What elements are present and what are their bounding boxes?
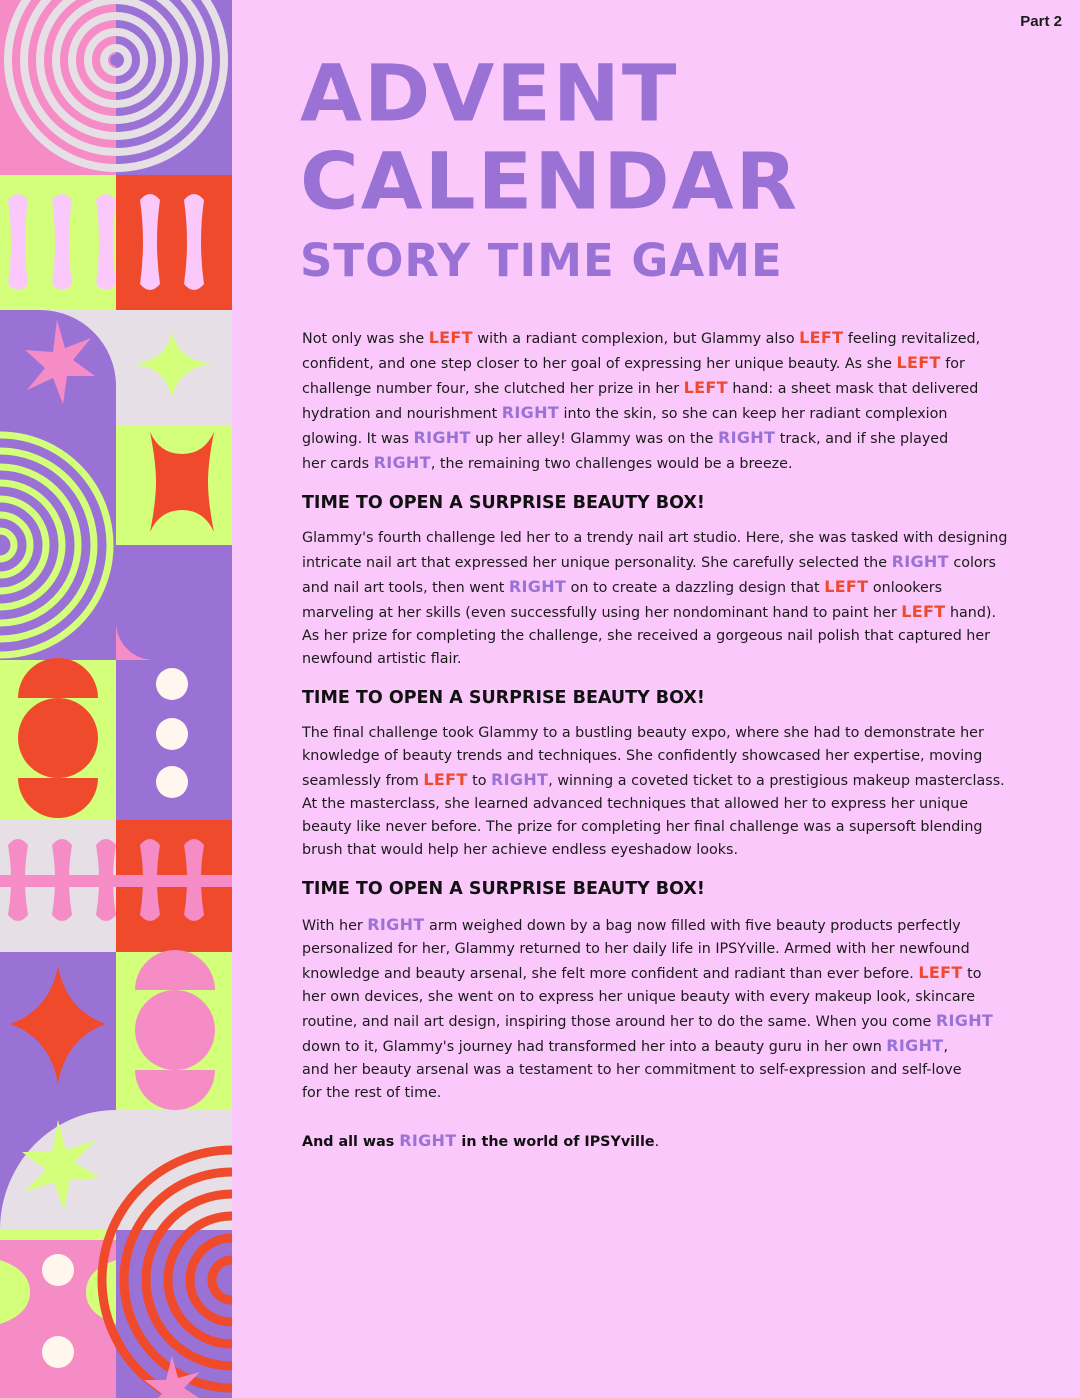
story-text: intricate nail art that expressed her unique personality. She carefully selected the xyxy=(302,555,892,571)
keyword-left: LEFT xyxy=(901,602,946,621)
keyword-right: RIGHT xyxy=(373,453,431,472)
story-text: knowledge of beauty trends and techniques. She confidently showcased her expertise, moving xyxy=(302,748,983,764)
keyword-right: RIGHT xyxy=(717,428,776,447)
keyword-right: RIGHT xyxy=(935,1011,994,1030)
story-text: into the skin, so she can keep her radiant complexion xyxy=(559,406,948,422)
closing-line xyxy=(302,1129,1022,1154)
keyword-right: RIGHT xyxy=(491,770,549,789)
page-subtitle: STORY TIME GAME xyxy=(300,234,783,287)
title-line-2: CALENDAR xyxy=(300,135,800,228)
story-text: At the masterclass, she learned advanced techniques that allowed her to express her unique xyxy=(302,796,969,812)
closing-period: . xyxy=(654,1134,660,1150)
keyword-left: LEFT xyxy=(824,577,869,596)
story-text: Glammy's fourth challenge led her to a trendy nail art studio. Here, she was tasked with designing xyxy=(302,530,1008,546)
story-text: , the remaining two challenges would be a breeze. xyxy=(430,456,793,472)
part-label: Part 2 xyxy=(1020,13,1062,30)
keyword-right: RIGHT xyxy=(399,1131,457,1150)
story-text: marveling at her skills (even successfully using her nondominant hand to paint her xyxy=(302,605,902,621)
story-text: on to create a dazzling design that xyxy=(566,580,825,596)
story-paragraph xyxy=(302,527,1022,671)
keyword-right: RIGHT xyxy=(508,577,567,596)
story-text: her own devices, she went on to express her unique beauty with every makeup look, skincare xyxy=(302,989,975,1005)
story-text: beauty like never before. The prize for completing her final challenge was a supersoft blending xyxy=(302,819,983,835)
story-text: hand: a sheet mask that delivered xyxy=(727,381,979,397)
closing-text: in the world of IPSYville xyxy=(456,1134,655,1150)
story-text: and her beauty arsenal was a testament to her commitment to self-expression and self-love xyxy=(302,1062,962,1078)
keyword-right: RIGHT xyxy=(891,552,949,571)
story-text: Not only was she xyxy=(302,331,429,347)
keyword-left: LEFT xyxy=(918,963,963,982)
story-text: newfound artistic flair. xyxy=(302,651,462,667)
story-text: for the rest of time. xyxy=(302,1085,442,1101)
story-text: and nail art tools, then went xyxy=(302,580,509,596)
keyword-right: RIGHT xyxy=(413,428,471,447)
story-text: With her xyxy=(302,918,368,934)
story-text: confident, and one step closer to her goal of expressing her unique beauty. As she xyxy=(302,356,897,372)
keyword-left: LEFT xyxy=(428,328,473,347)
decorative-pattern-column xyxy=(0,0,232,1398)
story-text: for xyxy=(940,356,965,372)
story-text: with a radiant complexion, but Glammy also xyxy=(472,331,800,347)
story-text: knowledge and beauty arsenal, she felt more confident and radiant than ever before. xyxy=(302,966,919,982)
story-text: to xyxy=(467,773,492,789)
story-text: colors xyxy=(948,555,996,571)
title-line-1: ADVENT xyxy=(300,47,679,140)
story-text: feeling revitalized, xyxy=(843,331,981,347)
section-heading: TIME TO OPEN A SURPRISE BEAUTY BOX! xyxy=(302,688,705,708)
story-content xyxy=(302,326,1022,1154)
closing-text: And all was xyxy=(302,1134,400,1150)
keyword-left: LEFT xyxy=(423,770,468,789)
story-text: , xyxy=(943,1039,949,1055)
keyword-left: LEFT xyxy=(799,328,844,347)
story-text: her cards xyxy=(302,456,374,472)
page-title xyxy=(300,47,800,290)
story-text: up her alley! Glammy was on the xyxy=(470,431,718,447)
keyword-left: LEFT xyxy=(896,353,941,372)
story-text: brush that would help her achieve endless eyeshadow looks. xyxy=(302,842,738,858)
story-paragraph xyxy=(302,722,1022,862)
story-text: glowing. It was xyxy=(302,431,414,447)
story-text: arm weighed down by a bag now filled with five beauty products perfectly xyxy=(424,918,961,934)
story-text: As her prize for completing the challenge, she received a gorgeous nail polish that captured her xyxy=(302,628,991,644)
story-paragraph xyxy=(302,913,1022,1105)
story-text: , winning a coveted ticket to a prestigious makeup masterclass. xyxy=(548,773,1005,789)
story-text: personalized for her, Glammy returned to her daily life in IPSYville. Armed with her newfound xyxy=(302,941,970,957)
story-text: challenge number four, she clutched her prize in her xyxy=(302,381,684,397)
section-heading: TIME TO OPEN A SURPRISE BEAUTY BOX! xyxy=(302,879,705,899)
story-text: track, and if she played xyxy=(775,431,949,447)
section-heading: TIME TO OPEN A SURPRISE BEAUTY BOX! xyxy=(302,493,705,513)
pearl-decoration xyxy=(156,668,188,798)
keyword-right: RIGHT xyxy=(886,1036,944,1055)
story-text: hydration and nourishment xyxy=(302,406,502,422)
story-paragraph xyxy=(302,326,1022,476)
story-text: The final challenge took Glammy to a bustling beauty expo, where she had to demonstrate her xyxy=(302,725,984,741)
keyword-left: LEFT xyxy=(683,378,728,397)
keyword-right: RIGHT xyxy=(501,403,559,422)
story-text: onlookers xyxy=(868,580,943,596)
story-text: seamlessly from xyxy=(302,773,424,789)
story-text: routine, and nail art design, inspiring those around her to do the same. When you come xyxy=(302,1014,936,1030)
story-text: down to it, Glammy's journey had transformed her into a beauty guru in her own xyxy=(302,1039,887,1055)
keyword-right: RIGHT xyxy=(367,915,425,934)
story-text: to xyxy=(962,966,982,982)
concentric-rings-shape xyxy=(0,0,232,175)
story-text: hand). xyxy=(945,605,997,621)
